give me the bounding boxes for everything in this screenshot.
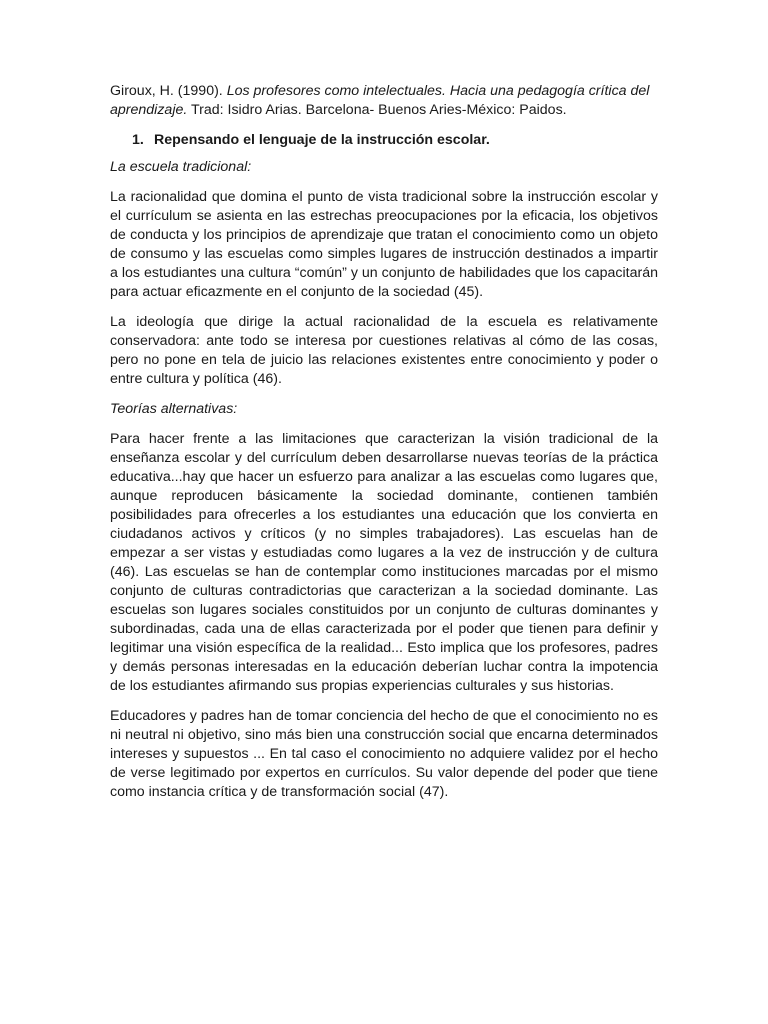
section-heading — [110, 131, 658, 150]
document-page — [110, 82, 658, 813]
paragraph: La ideología que dirige la actual racionalidad de la escuela es relativamente conservadora: ante todo se interesa por cuestiones relativas al cómo de las cosas, pero no pone en tela de juicio las relaciones existentes entre conocimiento y poder o entre cultura y política (46). — [110, 314, 658, 387]
section-number: 1. — [132, 132, 144, 148]
citation-title: Los profesores como intelectuales. Hacia una pedagogía crítica del aprendizaje. — [110, 83, 650, 118]
paragraph: La racionalidad que domina el punto de vista tradicional sobre la instrucción escolar y el currículum se asienta en las estrechas preocupaciones por la eficacia, los objetivos de conducta y los principios de aprendizaje que tratan el conocimiento como un objeto de consumo y las escuelas como simples lugares de instrucción destinados a impartir a los estudiantes una cultura “común” y un conjunto de habilidades que los capacitarán para actuar eficazmente en el conjunto de la sociedad (45). — [110, 189, 658, 300]
citation-author-year: Giroux, H. (1990). — [110, 83, 227, 99]
paragraph: Para hacer frente a las limitaciones que caracterizan la visión tradicional de la enseñanza escolar y del currículum deben desarrollarse nuevas teorías de la práctica educativa...hay que hacer un esfuerzo para analizar a las escuelas como lugares que, aunque reproducen básicamente la sociedad dominante, contienen también posibilidades para ofrecerles a los estudiantes una educación que los convierta en ciudadanos activos y críticos (y no simples trabajadores). Las escuelas han de empezar a ser vistas y estudiadas como lugares a la vez de instrucción y de cultura (46). Las escuelas se han de contemplar como instituciones marcadas por el mismo conjunto de culturas contradictorias que caracterizan a la sociedad dominante. Las escuelas son lugares sociales constituidos por un conjunto de culturas dominantes y subordinadas, cada una de ellas caracterizada por el poder que tienen para definir y legitimar una visión específica de la realidad... Esto implica que los profesores, padres y demás personas interesadas en la educación deberían luchar contra la impotencia de los estudiantes afirmando sus propias experiencias culturales y sus historias. — [110, 431, 658, 694]
subsection-title-alternative-theories: Teorías alternativas: — [110, 401, 238, 417]
subsection-title-traditional-school: La escuela tradicional: — [110, 159, 252, 175]
citation-publisher: Trad: Isidro Arias. Barcelona- Buenos Aries-México: Paidos. — [187, 102, 567, 118]
paragraph: Educadores y padres han de tomar conciencia del hecho de que el conocimiento no es ni neutral ni objetivo, sino más bien una construcción social que encarna determinados intereses y supuestos ... En tal caso el conocimiento no adquiere validez por el hecho de verse legitimado por expertos en currículos. Su valor depende del poder que tiene como instancia crítica y de transformación social (47). — [110, 708, 658, 800]
section-title: Repensando el lenguaje de la instrucción escolar. — [154, 132, 490, 148]
citation — [110, 82, 658, 120]
